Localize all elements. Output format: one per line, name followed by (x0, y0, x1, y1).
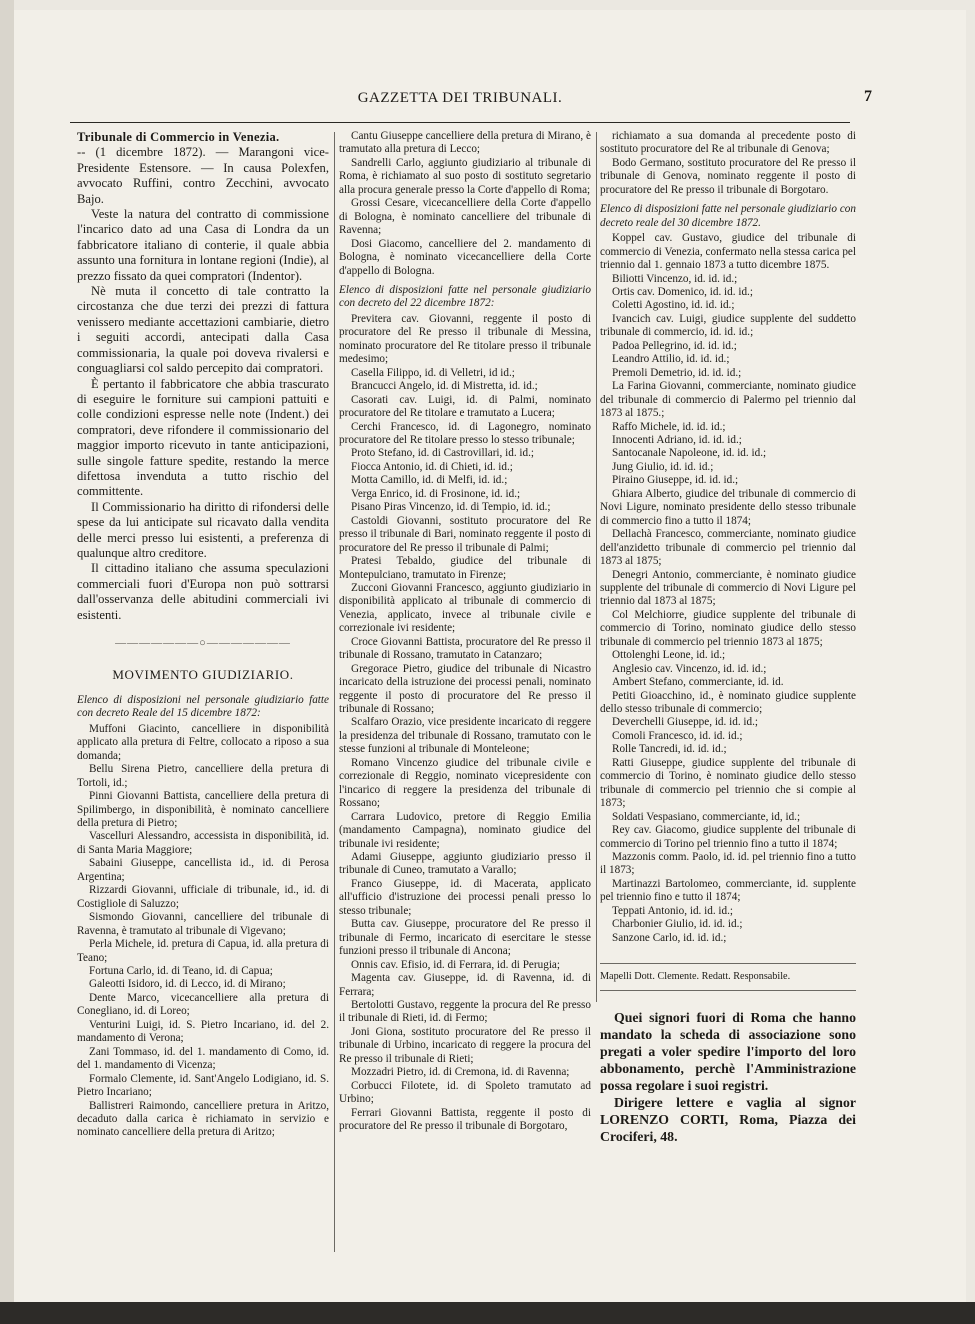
list-item: Deverchelli Giuseppe, id. id. id.; (612, 716, 759, 729)
list-item: Scalfaro Orazio, vice presidente incaricato di reggere la presidenza del tribunale di Rossano, tramutato con le stesse funzioni al tribunale di Monteleone; (339, 716, 591, 756)
list-item: Raffo Michele, id. id. id.; (612, 420, 726, 433)
subscription-notice (600, 1009, 856, 1145)
header-rule (70, 122, 850, 123)
column-middle (339, 130, 591, 1280)
list-item: Ambert Stefano, commerciante, id. id. (612, 676, 784, 689)
appointments-list (77, 694, 329, 1140)
list-item: Cantu Giuseppe cancelliere della pretura di Mirano, è tramutato alla pretura di Lecco; (339, 130, 591, 156)
list-item: Ghiara Alberto, giudice del tribunale di commercio di Novi Ligure, nominato presidente dello stesso tribunale di commercio fino a tutto il 1874; (600, 487, 856, 527)
list-item: Mozzadri Pietro, id. di Cremona, id. di Ravenna; (351, 1066, 570, 1079)
list-item: Grossi Cesare, vicecancelliere della Corte d'appello di Bologna, è nominato cancelliere del tribunale di Ravenna; (339, 197, 591, 237)
column-right (600, 130, 856, 1280)
list-item: Bertolotti Gustavo, reggente la procura del Re presso il tribunale di Rieti, id. di Fermo; (339, 999, 591, 1025)
list-item: Casella Filippo, id. di Velletri, id id.; (351, 366, 515, 379)
list-item: Premoli Demetrio, id. id. id.; (612, 366, 742, 379)
list-item: Padoa Pellegrino, id. id. id.; (612, 339, 737, 352)
list-item: Butta cav. Giuseppe, procuratore del Re presso il tribunale di Fermo, incaricato di esercitare le stesse funzioni presso il tribunale di Ancona; (339, 918, 591, 958)
court-case-article (77, 130, 329, 623)
list-item: Ballistreri Raimondo, cancelliere pretura in Aritzo, decaduto dalla carica è richiamato in servizio e nominato cancelliere della pretura di Aritzo; (77, 1099, 329, 1139)
list-item: Comoli Francesco, id. id. id.; (612, 729, 743, 742)
list-item: Verga Enrico, id. di Frosinone, id. id.; (351, 487, 521, 500)
article-paragraph: Nè muta il concetto di tale contratto la circostanza che due terzi dei prezzi di fattura venissero mediante accettazioni cambiarie, dietro i seguiti accordi, antecipati dalla Casa commissionaria, la quale poi doveva rivalersi e conguagliarsi col saldo percepito dai compratori. (77, 284, 329, 376)
list-item: Mazzonis comm. Paolo, id. id. pel triennio fino a tutto il 1873; (600, 851, 856, 877)
list-item: Onnis cav. Efisio, id. di Ferrara, id. di Perugia; (351, 958, 560, 971)
column-divider (596, 132, 597, 1002)
decree-heading: Elenco di disposizioni fatte nel personale giudiziario con decreto del 22 dicembre 1872: (339, 283, 591, 310)
list-item: Sanzone Carlo, id. id. id.; (612, 931, 727, 944)
list-item: Perla Michele, id. pretura di Capua, id. alla pretura di Teano; (77, 938, 329, 964)
scan-bottom-band (0, 1302, 975, 1324)
list-item: Zucconi Giovanni Francesco, aggiunto giudiziario in disponibilità applicato al tribunale di commercio di Venezia, applicato, invece al tribunale civile e correzionale ivi residente; (339, 581, 591, 635)
editor-signature: Mapelli Dott. Clemente. Redatt. Responsabile. (600, 963, 856, 990)
decree-heading: Elenco di disposizioni fatte nel personale giudiziario con decreto reale del 30 dicembre 1872. (600, 203, 856, 229)
list-item: Castoldi Giovanni, sostituto procuratore del Re presso il tribunale di Bari, nominato reggente il posto di procuratore del Re presso il tribunale di Palmi; (339, 514, 591, 554)
list-item: Rey cav. Giacomo, giudice supplente del tribunale di commercio di Torino pel triennio fino a tutto il 1874; (600, 824, 856, 850)
list-item: Venturini Luigi, id. S. Pietro Incariano, id. del 2. mandamento di Verona; (77, 1018, 329, 1045)
list-item: Magenta cav. Giuseppe, id. di Ravenna, id. di Ferrara; (339, 972, 591, 998)
article-paragraph: Il Commissionario ha diritto di rifondersi delle spese da lui anticipate sul ricavato dalla vendita delle merci presso lui esistenti, a preferenza di qualunque altro creditore. (77, 499, 329, 560)
list-item: Ottolenghi Leone, id. id.; (612, 649, 726, 662)
notice-paragraph: Quei signori fuori di Roma che hanno mandato la scheda di associazione sono pregati a voler spedire l'importo del loro abbonamento, perchè l'Amministrazione possa regolare i suoi registri. (600, 1009, 856, 1093)
list-item: Franco Giuseppe, id. di Macerata, applicato all'ufficio d'istruzione dei processi penali presso lo stesso tribunale; (339, 877, 591, 917)
list-item: La Farina Giovanni, commerciante, nominato giudice del tribunale di commercio di Palermo pel triennio dal 1873 al 1875.; (600, 380, 856, 420)
list-item: Zani Tommaso, id. del 1. mandamento di Como, id. del 1. mandamento di Vicenza; (77, 1045, 329, 1072)
list-item: Petiti Gioacchino, id., è nominato giudice supplente dello stesso tribunale di commercio; (600, 689, 856, 716)
list-item: Dosi Giacomo, cancelliere del 2. mandamento di Bologna, è nominato vicecancelliere della Corte d'appello di Bologna. (339, 237, 591, 277)
notice-paragraph: Dirigere lettere e vaglia al signor LORENZO CORTI, Roma, Piazza dei Crociferi, 48. (600, 1094, 856, 1144)
list-item: Teppati Antonio, id. id. id.; (612, 904, 734, 917)
list-item: Ferrari Giovanni Battista, reggente il posto di procuratore del Re presso il tribunale di Borgotaro, (339, 1106, 591, 1133)
list-item: Anglesio cav. Vincenzo, id. id. id.; (612, 662, 767, 675)
list-item: Jung Giulio, id. id. id.; (612, 460, 714, 473)
list-item: Brancucci Angelo, id. di Mistretta, id. id.; (351, 380, 538, 393)
list-item: Muffoni Giacinto, cancelliere in disponibilità applicato alla pretura di Feltre, collocato a riposo a sua domanda; (77, 722, 329, 762)
list-item: Ivancich cav. Luigi, giudice supplente del suddetto tribunale di commercio, id. id. id.; (600, 312, 856, 339)
court-title: Tribunale di Commercio in Venezia. (77, 130, 280, 144)
list-item: Vascelluri Alessandro, accessista in disponibilità, id. di Santa Maria Maggiore; (77, 830, 329, 856)
list-item: Santocanale Napoleone, id. id. id.; (612, 447, 767, 460)
section-divider: ———————○——————— (115, 637, 291, 649)
newspaper-title: GAZZETTA DEI TRIBUNALI. (357, 90, 563, 106)
list-item: Gregorace Pietro, giudice del tribunale di Nicastro incaricato della istruzione dei processi penali, nominato reggente il posto di procuratore del Re presso il tribunale di Rossano; (339, 662, 591, 716)
list-item: Sandrelli Carlo, aggiunto giudiziario al tribunale di Roma, è richiamato al suo posto di sostituto segretario alla procura generale presso la Corte d'appello di Roma; (339, 156, 591, 196)
list-item: Rizzardi Giovanni, ufficiale di tribunale, id., id. di Costigliole di Saluzzo; (77, 884, 329, 910)
article-paragraph: Veste la natura del contratto di commissione l'incarico dato ad una Casa di Londra da un fabbricatore italiano di conterie, il quale abbia assunto una fornitura in lontane regioni (Indie), al prezzo fissato da quei compratori (Indentor). (77, 207, 329, 283)
list-item: Motta Camillo, id. di Melfi, id. id.; (351, 474, 508, 487)
list-item: Koppel cav. Gustavo, giudice del tribunale di commercio di Venezia, confermato nella stessa carica pel triennio dal 1. gennaio 1873 a tutto dicembre 1875. (600, 232, 856, 272)
list-item: Biliotti Vincenzo, id. id. id.; (612, 272, 738, 285)
section-title: MOVIMENTO GIUDIZIARIO. (112, 667, 294, 683)
list-item: Dente Marco, vicecancelliere alla pretura di Conegliano, id. di Loreo; (77, 991, 329, 1018)
list-item: Joni Giona, sostituto procuratore del Re presso il tribunale di Urbino, incaricato di reggere la procura del Re presso il tribunale di Rieti; (339, 1025, 591, 1065)
list-item: Dellachà Francesco, commerciante, nominato giudice dell'anzidetto tribunale di commercio pel triennio dal 1873 al 1875; (600, 528, 856, 568)
page-number: 7 (864, 88, 872, 105)
list-item: Soldati Vespasiano, commerciante, id, id.; (612, 810, 801, 823)
list-item: Sabaini Giuseppe, cancellista id., id. di Perosa Argentina; (77, 857, 329, 883)
list-item: Pratesi Tebaldo, giudice del tribunale di Montepulciano, tramutato in Firenze; (339, 555, 591, 581)
list-item: Sismondo Giovanni, cancelliere del tribunale di Ravenna, è tramutato al tribunale di Vigevano; (77, 911, 329, 937)
list-item: Pinni Giovanni Battista, cancelliere della pretura di Spilimbergo, in disponibilità, è nominato cancelliere della pretura di Pietro; (77, 790, 329, 829)
article-paragraph: È pertanto il fabbricatore che abbia trascurato di eseguire le forniture sui campioni pattuiti e colle condizioni espresse nelle note (Indent.) dei compratori, deve rifondere il commissionario del maggior importo ricevuto in tante anticipazioni, sulle singole fatture spedite, restando la merce difettosa invenduta a tutto rischio del committente. (77, 376, 329, 499)
list-item: Previtera cav. Giovanni, reggente il posto di procuratore del Re presso il tribunale di Messina, nominato procuratore del Re titolare presso il tribunale medesimo; (339, 312, 591, 366)
list-item: Fortuna Carlo, id. di Teano, id. di Capua; (89, 964, 273, 977)
list-item: Bodo Germano, sostituto procuratore del Re presso il tribunale di Genova, nominato reggente il posto di procuratore del Re presso il tribunale di Borgotaro. (600, 156, 856, 196)
case-heading: -- (1 dicembre 1872). — Marangoni vice-Presidente Estensore. — In causa Polexfen, avvocato Ruffini, contro Zecchini, avvocato Bajo. (77, 145, 329, 206)
list-item: Bellu Sirena Pietro, cancelliere della pretura di Tortoli, id.; (77, 763, 329, 789)
list-item: richiamato a sua domanda al precedente posto di sostituto procuratore del Re al tribunale di Genova; (600, 130, 856, 156)
list-item: Col Melchiorre, giudice supplente del tribunale di commercio di Torino, nominato giudice dello stesso tribunale di commercio pel triennio 1873 al 1875; (600, 608, 856, 648)
list-item: Formalo Clemente, id. Sant'Angelo Lodigiano, id. S. Pietro Incariano; (77, 1072, 329, 1099)
list-item: Carrara Ludovico, pretore di Reggio Emilia (mandamento Campagna), nominato giudice del tribunale ivi residente; (339, 810, 591, 850)
list-item: Adami Giuseppe, aggiunto giudiziario presso il tribunale di Cuneo, tramutato a Varallo; (339, 851, 591, 877)
list-item: Casorati cav. Luigi, id. di Palmi, nominato procuratore del Re titolare e tramutato a Lucera; (339, 393, 591, 420)
list-item: Pisano Piras Vincenzo, id. di Tempio, id. id.; (351, 501, 551, 514)
list-item: Ratti Giuseppe, giudice supplente del tribunale di commercio di Torino, è nominato giudice dello stesso tribunale di commercio pel triennio che si compie al 1873; (600, 756, 856, 810)
list-item: Romano Vincenzo giudice del tribunale civile e correzionale di Reggio, nominato vicepresidente con l'incarico di reggere la presidenza del tribunale di Rossano; (339, 756, 591, 810)
decree-heading: Elenco di disposizioni nel personale giudiziario fatte con decreto Reale del 15 dicembre 1872: (77, 693, 329, 720)
list-item: Martinazzi Bartolomeo, commerciante, id. supplente pel triennio fino e tutto il 1874; (600, 877, 856, 904)
page-left-edge (0, 0, 14, 1324)
article-paragraph: Il cittadino italiano che assuma speculazioni commerciali fuori d'Europa non può sottrarsi dall'osservanza delle abitudini commerciali ivi esistenti. (77, 561, 329, 622)
column-divider (334, 132, 335, 1252)
list-item: Piraino Giuseppe, id. id. id.; (612, 474, 739, 487)
list-item: Cerchi Francesco, id. di Lagonegro, nominato procuratore del Re titolare presso lo stesso tribunale; (339, 420, 591, 446)
list-item: Galeotti Isidoro, id. di Lecco, id. di Mirano; (89, 978, 286, 991)
list-item: Croce Giovanni Battista, procuratore del Re presso il tribunale di Rossano, tramutato in Catanzaro; (339, 635, 591, 662)
list-item: Innocenti Adriano, id. id. id.; (612, 433, 742, 446)
list-item: Coletti Agostino, id. id. id.; (612, 299, 735, 312)
list-item: Denegri Antonio, commerciante, è nominato giudice supplente del tribunale di commercio di Novi Ligure pel triennio dal 1873 al 1875; (600, 568, 856, 608)
list-item: Ortis cav. Domenico, id. id. id.; (612, 285, 753, 298)
list-item: Rolle Tancredi, id. id. id.; (612, 743, 727, 756)
list-item: Leandro Attilio, id. id. id.; (612, 353, 730, 366)
list-item: Proto Stefano, id. di Castrovillari, id. id.; (351, 447, 535, 460)
list-item: Fiocca Antonio, id. di Chieti, id. id.; (351, 460, 513, 473)
page-header (60, 88, 872, 112)
list-item: Corbucci Filotete, id. di Spoleto tramutato ad Urbino; (339, 1079, 591, 1106)
list-item: Charbonier Giulio, id. id. id.; (612, 918, 743, 931)
column-left (77, 130, 329, 1280)
